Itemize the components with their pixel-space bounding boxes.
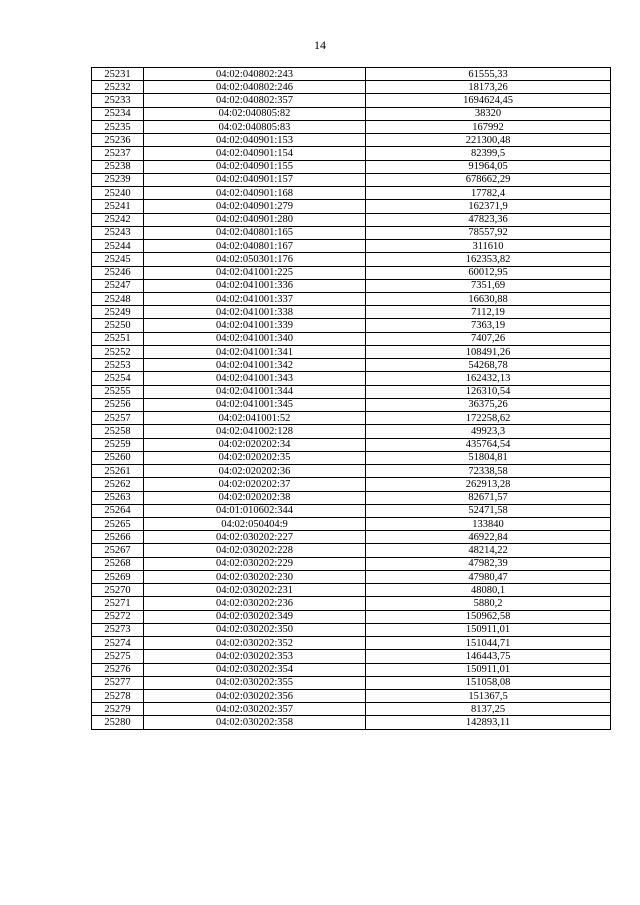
table-row	[92, 531, 611, 544]
table-row	[92, 557, 611, 570]
cadastral-number-cell: 04:02:030202:231	[144, 584, 366, 597]
table-body	[92, 68, 611, 730]
table-row	[92, 491, 611, 504]
row-number-cell: 25251	[92, 332, 144, 345]
table-row	[92, 716, 611, 729]
table-row	[92, 372, 611, 385]
value-cell: 49923,3	[366, 425, 611, 438]
table-row	[92, 412, 611, 425]
table-row	[92, 173, 611, 186]
table-row	[92, 398, 611, 411]
table-row	[92, 597, 611, 610]
page-number: 14	[314, 38, 326, 52]
value-cell: 678662,29	[366, 173, 611, 186]
table-row	[92, 81, 611, 94]
cadastral-number-cell: 04:02:030202:358	[144, 716, 366, 729]
value-cell: 150911,01	[366, 623, 611, 636]
value-cell: 151058,08	[366, 676, 611, 689]
cadastral-number-cell: 04:02:041001:339	[144, 319, 366, 332]
row-number-cell: 25259	[92, 438, 144, 451]
value-cell: 17782,4	[366, 187, 611, 200]
value-cell: 133840	[366, 517, 611, 530]
value-cell: 46922,84	[366, 531, 611, 544]
row-number-cell: 25249	[92, 306, 144, 319]
value-cell: 146443,75	[366, 650, 611, 663]
table-row	[92, 517, 611, 530]
value-cell: 16630,88	[366, 292, 611, 305]
cadastral-number-cell: 04:02:040901:155	[144, 160, 366, 173]
table-row	[92, 690, 611, 703]
cadastral-number-cell: 04:02:041001:338	[144, 306, 366, 319]
row-number-cell: 25252	[92, 345, 144, 358]
table-row	[92, 465, 611, 478]
row-number-cell: 25235	[92, 120, 144, 133]
cadastral-number-cell: 04:02:040901:280	[144, 213, 366, 226]
row-number-cell: 25248	[92, 292, 144, 305]
table-row	[92, 703, 611, 716]
row-number-cell: 25234	[92, 107, 144, 120]
row-number-cell: 25268	[92, 557, 144, 570]
value-cell: 151367,5	[366, 690, 611, 703]
row-number-cell: 25264	[92, 504, 144, 517]
table-row	[92, 253, 611, 266]
row-number-cell: 25253	[92, 359, 144, 372]
cadastral-number-cell: 04:02:030202:236	[144, 597, 366, 610]
row-number-cell: 25240	[92, 187, 144, 200]
row-number-cell: 25273	[92, 623, 144, 636]
cadastral-number-cell: 04:02:020202:38	[144, 491, 366, 504]
row-number-cell: 25241	[92, 200, 144, 213]
cadastral-number-cell: 04:02:030202:229	[144, 557, 366, 570]
cadastral-number-cell: 04:02:030202:228	[144, 544, 366, 557]
cadastral-number-cell: 04:02:050301:176	[144, 253, 366, 266]
table-row	[92, 319, 611, 332]
cadastral-number-cell: 04:02:040801:165	[144, 226, 366, 239]
cadastral-number-cell: 04:02:040802:246	[144, 81, 366, 94]
table-row	[92, 425, 611, 438]
table-row	[92, 68, 611, 81]
table-row	[92, 544, 611, 557]
table-row	[92, 451, 611, 464]
table-row	[92, 332, 611, 345]
row-number-cell: 25276	[92, 663, 144, 676]
cadastral-number-cell: 04:02:041001:52	[144, 412, 366, 425]
value-cell: 78557,92	[366, 226, 611, 239]
table-row	[92, 213, 611, 226]
row-number-cell: 25257	[92, 412, 144, 425]
value-cell: 126310,54	[366, 385, 611, 398]
table-row	[92, 610, 611, 623]
table-row	[92, 160, 611, 173]
cadastral-number-cell: 04:02:030202:353	[144, 650, 366, 663]
row-number-cell: 25265	[92, 517, 144, 530]
cadastral-number-cell: 04:02:041002:128	[144, 425, 366, 438]
value-cell: 72338,58	[366, 465, 611, 478]
row-number-cell: 25266	[92, 531, 144, 544]
value-cell: 82671,57	[366, 491, 611, 504]
value-cell: 8137,25	[366, 703, 611, 716]
table-row	[92, 676, 611, 689]
row-number-cell: 25233	[92, 94, 144, 107]
cadastral-number-cell: 04:02:030202:356	[144, 690, 366, 703]
row-number-cell: 25244	[92, 240, 144, 253]
row-number-cell: 25232	[92, 81, 144, 94]
table-row	[92, 385, 611, 398]
row-number-cell: 25246	[92, 266, 144, 279]
table-row	[92, 200, 611, 213]
table-row	[92, 292, 611, 305]
row-number-cell: 25262	[92, 478, 144, 491]
cadastral-number-cell: 04:02:030202:230	[144, 570, 366, 583]
row-number-cell: 25278	[92, 690, 144, 703]
table-row	[92, 279, 611, 292]
value-cell: 435764,54	[366, 438, 611, 451]
row-number-cell: 25256	[92, 398, 144, 411]
cadastral-number-cell: 04:02:041001:337	[144, 292, 366, 305]
cadastral-number-cell: 04:01:010602:344	[144, 504, 366, 517]
cadastral-number-cell: 04:02:041001:225	[144, 266, 366, 279]
table-row	[92, 359, 611, 372]
cadastral-number-cell: 04:02:030202:355	[144, 676, 366, 689]
cadastral-number-cell: 04:02:040901:153	[144, 134, 366, 147]
value-cell: 7363,19	[366, 319, 611, 332]
value-cell: 142893,11	[366, 716, 611, 729]
cadastral-number-cell: 04:02:041001:345	[144, 398, 366, 411]
value-cell: 7407,26	[366, 332, 611, 345]
value-cell: 47982,39	[366, 557, 611, 570]
table-row	[92, 94, 611, 107]
table-row	[92, 663, 611, 676]
row-number-cell: 25279	[92, 703, 144, 716]
row-number-cell: 25254	[92, 372, 144, 385]
cadastral-number-cell: 04:02:040805:82	[144, 107, 366, 120]
row-number-cell: 25242	[92, 213, 144, 226]
value-cell: 48080,1	[366, 584, 611, 597]
value-cell: 60012,95	[366, 266, 611, 279]
table-row	[92, 120, 611, 133]
value-cell: 54268,78	[366, 359, 611, 372]
table-row	[92, 584, 611, 597]
value-cell: 61555,33	[366, 68, 611, 81]
row-number-cell: 25270	[92, 584, 144, 597]
cadastral-number-cell: 04:02:041001:341	[144, 345, 366, 358]
cadastral-value-table	[91, 67, 611, 730]
cadastral-number-cell: 04:02:030202:227	[144, 531, 366, 544]
row-number-cell: 25263	[92, 491, 144, 504]
row-number-cell: 25260	[92, 451, 144, 464]
table-row	[92, 478, 611, 491]
row-number-cell: 25239	[92, 173, 144, 186]
row-number-cell: 25269	[92, 570, 144, 583]
cadastral-number-cell: 04:02:040802:243	[144, 68, 366, 81]
table-row	[92, 504, 611, 517]
table-row	[92, 226, 611, 239]
row-number-cell: 25250	[92, 319, 144, 332]
value-cell: 262913,28	[366, 478, 611, 491]
cadastral-number-cell: 04:02:040801:167	[144, 240, 366, 253]
table-row	[92, 134, 611, 147]
value-cell: 5880,2	[366, 597, 611, 610]
row-number-cell: 25236	[92, 134, 144, 147]
table-row	[92, 266, 611, 279]
value-cell: 162353,82	[366, 253, 611, 266]
table-row	[92, 345, 611, 358]
value-cell: 167992	[366, 120, 611, 133]
row-number-cell: 25243	[92, 226, 144, 239]
cadastral-number-cell: 04:02:040901:279	[144, 200, 366, 213]
cadastral-number-cell: 04:02:020202:36	[144, 465, 366, 478]
row-number-cell: 25272	[92, 610, 144, 623]
value-cell: 7112,19	[366, 306, 611, 319]
table-row	[92, 650, 611, 663]
value-cell: 1694624,45	[366, 94, 611, 107]
value-cell: 162432,13	[366, 372, 611, 385]
cadastral-number-cell: 04:02:040901:154	[144, 147, 366, 160]
cadastral-number-cell: 04:02:030202:357	[144, 703, 366, 716]
row-number-cell: 25277	[92, 676, 144, 689]
table-row	[92, 637, 611, 650]
row-number-cell: 25237	[92, 147, 144, 160]
row-number-cell: 25255	[92, 385, 144, 398]
value-cell: 47980,47	[366, 570, 611, 583]
value-cell: 221300,48	[366, 134, 611, 147]
value-cell: 150911,01	[366, 663, 611, 676]
cadastral-number-cell: 04:02:041001:342	[144, 359, 366, 372]
row-number-cell: 25274	[92, 637, 144, 650]
value-cell: 47823,36	[366, 213, 611, 226]
table-row	[92, 438, 611, 451]
value-cell: 36375,26	[366, 398, 611, 411]
row-number-cell: 25231	[92, 68, 144, 81]
row-number-cell: 25245	[92, 253, 144, 266]
row-number-cell: 25258	[92, 425, 144, 438]
row-number-cell: 25267	[92, 544, 144, 557]
value-cell: 150962,58	[366, 610, 611, 623]
table-row	[92, 306, 611, 319]
table-row	[92, 107, 611, 120]
row-number-cell: 25280	[92, 716, 144, 729]
cadastral-number-cell: 04:02:050404:9	[144, 517, 366, 530]
cadastral-number-cell: 04:02:030202:352	[144, 637, 366, 650]
cadastral-number-cell: 04:02:041001:343	[144, 372, 366, 385]
value-cell: 151044,71	[366, 637, 611, 650]
table-row	[92, 570, 611, 583]
cadastral-number-cell: 04:02:020202:35	[144, 451, 366, 464]
cadastral-number-cell: 04:02:040802:357	[144, 94, 366, 107]
value-cell: 7351,69	[366, 279, 611, 292]
cadastral-number-cell: 04:02:030202:354	[144, 663, 366, 676]
cadastral-number-cell: 04:02:041001:344	[144, 385, 366, 398]
table-row	[92, 187, 611, 200]
value-cell: 108491,26	[366, 345, 611, 358]
value-cell: 38320	[366, 107, 611, 120]
cadastral-number-cell: 04:02:020202:34	[144, 438, 366, 451]
cadastral-number-cell: 04:02:040901:168	[144, 187, 366, 200]
table-row	[92, 240, 611, 253]
cadastral-number-cell: 04:02:041001:340	[144, 332, 366, 345]
cadastral-number-cell: 04:02:030202:350	[144, 623, 366, 636]
value-cell: 172258,62	[366, 412, 611, 425]
cadastral-number-cell: 04:02:020202:37	[144, 478, 366, 491]
row-number-cell: 25275	[92, 650, 144, 663]
row-number-cell: 25271	[92, 597, 144, 610]
cadastral-number-cell: 04:02:040901:157	[144, 173, 366, 186]
row-number-cell: 25261	[92, 465, 144, 478]
table-row	[92, 147, 611, 160]
row-number-cell: 25238	[92, 160, 144, 173]
table-row	[92, 623, 611, 636]
row-number-cell: 25247	[92, 279, 144, 292]
value-cell: 18173,26	[366, 81, 611, 94]
value-cell: 82399,5	[366, 147, 611, 160]
value-cell: 91964,05	[366, 160, 611, 173]
cadastral-number-cell: 04:02:041001:336	[144, 279, 366, 292]
cadastral-number-cell: 04:02:040805:83	[144, 120, 366, 133]
value-cell: 311610	[366, 240, 611, 253]
value-cell: 48214,22	[366, 544, 611, 557]
value-cell: 52471,58	[366, 504, 611, 517]
value-cell: 162371,9	[366, 200, 611, 213]
value-cell: 51804,81	[366, 451, 611, 464]
cadastral-number-cell: 04:02:030202:349	[144, 610, 366, 623]
